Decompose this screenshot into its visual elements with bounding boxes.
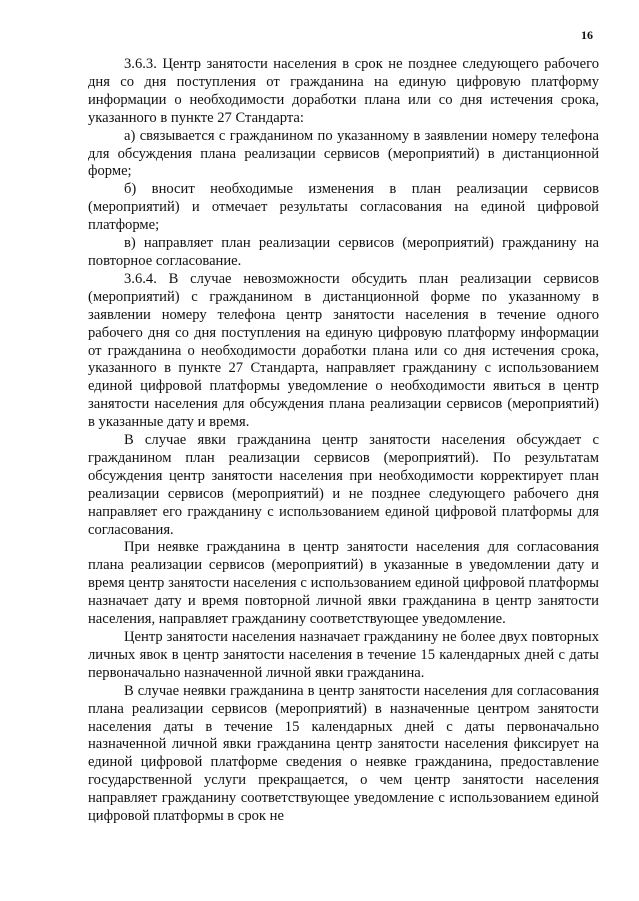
page-number: 16 — [581, 28, 593, 42]
paragraph-item-v: в) направляет план реализации сервисов (мероприятий) гражданину на повторное согласование. — [88, 235, 599, 269]
paragraph-repeat-visits: Центр занятости населения назначает гражданину не более двух повторных личных явок в центр занятости населения в течение 15 календарных дней с даты первоначально назначенной личной явки гражданина. — [88, 629, 599, 681]
paragraph-3-6-3: 3.6.3. Центр занятости населения в срок не позднее следующего рабочего дня со дня поступления от гражданина на единую цифровую платформу информации о необходимости доработки плана или со дня истечения срока, указанного в пункте 27 Стандарта: — [88, 56, 599, 126]
document-body — [88, 56, 599, 826]
paragraph-non-attendance: При неявке гражданина в центр занятости населения для согласования плана реализации сервисов (мероприятий) в указанные в уведомлении дату и время центр занятости населения с использованием единой цифровой платформы назначает дату и время повторной личной явки гражданина в центр занятости населения, направляет гражданину соответствующее уведомление. — [88, 539, 599, 628]
paragraph-attendance: В случае явки гражданина центр занятости населения обсуждает с гражданином план реализации сервисов (мероприятий). По результатам обсуждения центр занятости населения при необходимости корректирует план реализации сервисов (мероприятий) и не позднее следующего рабочего дня направляет его гражданину с использованием единой цифровой платформы для согласования. — [88, 432, 599, 538]
paragraph-item-b: б) вносит необходимые изменения в план реализации сервисов (мероприятий) и отмечает результаты согласования на единой цифровой платформе; — [88, 181, 599, 234]
paragraph-termination: В случае неявки гражданина в центр занятости населения для согласования плана реализации сервисов (мероприятий) в назначенные центром занятости населения даты в течение 15 календарных дней с даты первоначально назначенной личной явки гражданина центр занятости населения фиксирует на единой цифровой платформе сведения о неявке гражданина, предоставление государственной услуги прекращается, о чем центр занятости населения направляет гражданину соответствующее уведомление с использованием единой цифровой платформы в срок не — [88, 682, 599, 825]
paragraph-3-6-4: 3.6.4. В случае невозможности обсудить план реализации сервисов (мероприятий) с гражданином в дистанционной форме по указанному в заявлении номеру телефона центр занятости населения в течение одного рабочего дня со дня поступления на единую цифровую платформу информации от гражданина о необходимости доработки плана или со дня истечения срока, указанного в пункте 27 Стандарта, направляет гражданину с использованием единой цифровой платформы уведомление о необходимости явиться в центр занятости населения для обсуждения плана реализации сервисов (мероприятий) в указанные дату и время. — [88, 270, 599, 431]
paragraph-item-a: а) связывается с гражданином по указанному в заявлении номеру телефона для обсуждения плана реализации сервисов (мероприятий) в дистанционной форме; — [88, 127, 599, 180]
